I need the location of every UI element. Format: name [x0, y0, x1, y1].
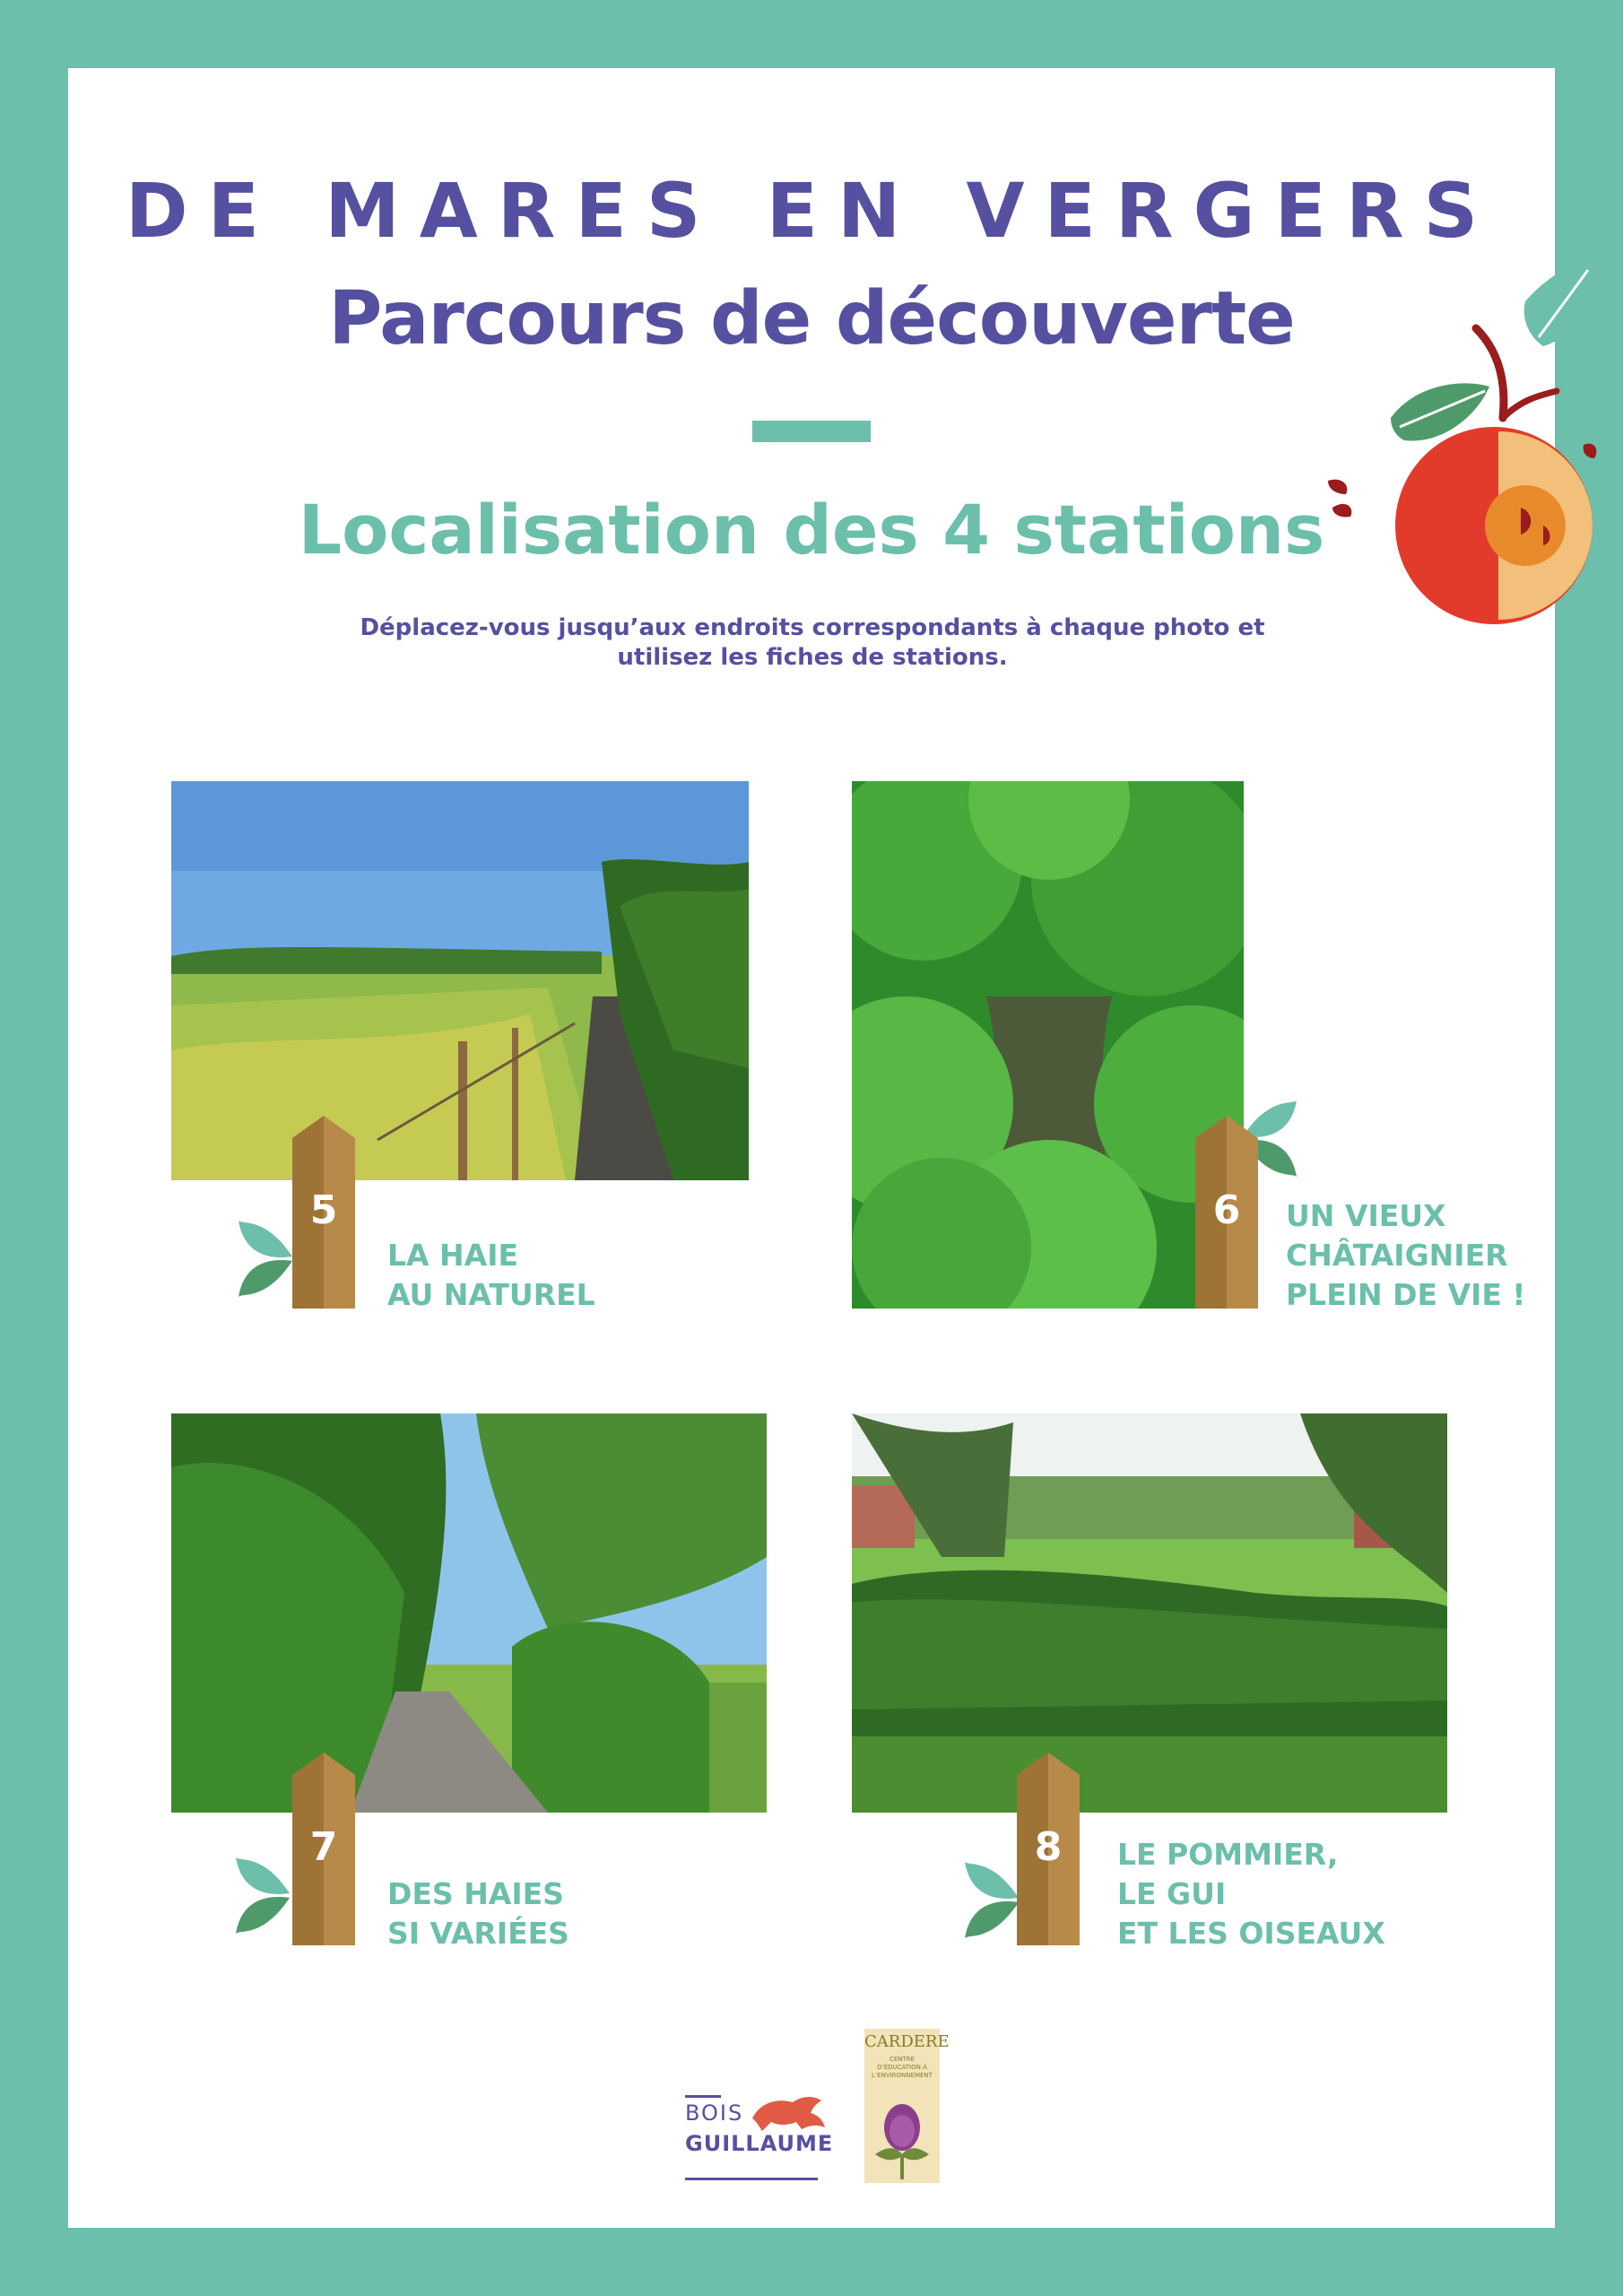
station-7-label: DES HAIES SI VARIÉES: [387, 1876, 569, 1951]
lion-logo-icon: [748, 2092, 829, 2136]
station-8-number: 8: [1034, 1824, 1063, 1870]
poster-sheet: [68, 68, 1555, 2228]
station-6-post: [1195, 1116, 1258, 1309]
cardere-logo-title: CARDERE: [864, 2032, 950, 2051]
page-title: DE MARES EN VERGERS: [125, 167, 1498, 255]
station-7-photo: [171, 1413, 767, 1813]
page-subtitle: Parcours de découverte: [328, 276, 1295, 361]
station-8-label: LE POMMIER, LE GUI ET LES OISEAUX: [1117, 1837, 1385, 1951]
station-7-leaf-icon: [236, 1844, 299, 1943]
station-5-number: 5: [309, 1187, 338, 1233]
station-5-photo: [171, 781, 749, 1180]
station-5-post: [292, 1116, 355, 1309]
intro-text: Déplacez-vous jusqu’aux endroits correspondants à chaque photo et utilisez les fiches de stations.: [360, 614, 1265, 671]
station-7-number: 7: [309, 1824, 338, 1870]
station-5-label: LA HAIE AU NATUREL: [387, 1238, 595, 1312]
station-7-post: [292, 1752, 355, 1945]
bois-guillaume-logo-bottom-line: [685, 2178, 818, 2180]
station-8-post: [1017, 1752, 1080, 1945]
station-8-photo: [852, 1413, 1447, 1813]
station-6-number: 6: [1212, 1187, 1241, 1233]
section-title: Localisation des 4 stations: [298, 490, 1325, 570]
bois-guillaume-logo-line1: BOIS: [685, 2100, 744, 2126]
station-6-photo: [852, 781, 1244, 1309]
bois-guillaume-logo-line2: GUILLAUME: [685, 2131, 834, 2156]
title-divider: [752, 421, 871, 442]
apple-illustration: [1315, 230, 1610, 642]
cardere-logo: [864, 2029, 950, 2183]
cardere-logo-subtitle: CENTRE D’ÉDUCATION À L’ENVIRONNEMENT: [872, 2056, 933, 2079]
station-6-label: UN VIEUX CHÂTAIGNIER PLEIN DE VIE !: [1286, 1198, 1526, 1312]
bois-guillaume-logo-top-line: [685, 2095, 721, 2098]
thistle-icon: [872, 2092, 933, 2181]
